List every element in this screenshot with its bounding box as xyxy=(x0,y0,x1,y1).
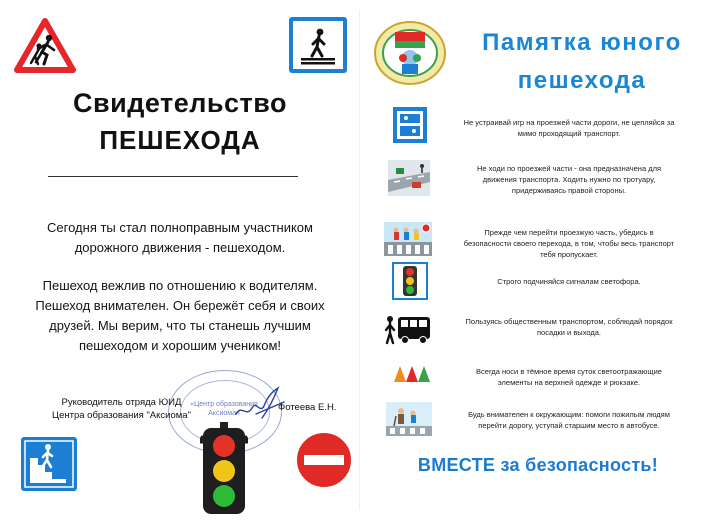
memo-item-4 xyxy=(434,276,704,287)
text-line: перейти дорогу, уступай старшим место в автобусе. xyxy=(478,421,660,430)
certificate-paragraph-1 xyxy=(0,218,360,258)
text-line: Строго подчиняйся сигналам светофора. xyxy=(497,277,641,286)
sidewalk-icon xyxy=(388,160,430,196)
memo-item-3 xyxy=(434,227,704,260)
text-line: дорожного движения - пешеходом. xyxy=(74,240,286,255)
text-line: элементы на верхней одежде и рюкзаке. xyxy=(497,378,641,387)
text-line: тебя пропускает. xyxy=(540,250,598,259)
memo-item-6 xyxy=(434,366,704,388)
bus-icon xyxy=(384,311,432,345)
text-line: друзей. Мы верим, что ты станешь лучшим xyxy=(49,318,311,333)
text-line: пешеходом и хорошим учеником! xyxy=(78,338,282,353)
memo-item-2 xyxy=(434,163,704,196)
reflector-icon xyxy=(392,362,432,384)
underground-crossing-sign-icon xyxy=(20,436,78,492)
children-warning-sign-icon xyxy=(14,18,76,74)
traffic-light-icon xyxy=(200,420,248,518)
helping-elderly-icon xyxy=(386,402,432,436)
certificate-paragraph-2 xyxy=(0,276,360,356)
text-line: движения транспорта. Ходить нужно по тротуару, xyxy=(482,175,656,184)
certificate-subtitle: ПЕШЕХОДА xyxy=(99,125,261,155)
road-sign-icon xyxy=(392,106,428,144)
pedestrian-crossing-sign-icon xyxy=(288,16,348,74)
memo-item-5 xyxy=(434,316,704,338)
text-line: посадки и выхода. xyxy=(536,328,602,337)
text-line: Пользуясь общественным транспортом, соблюдай порядок xyxy=(465,317,673,326)
text-line: Всегда носи в тёмное время суток светоотражающие xyxy=(476,367,662,376)
signatory-name: Фотеева Е.Н. xyxy=(278,402,337,413)
traffic-light-small-icon xyxy=(392,262,428,300)
text-line: Пешеход вежлив по отношению к водителям. xyxy=(42,278,318,293)
no-entry-sign-icon xyxy=(294,430,354,490)
text-line: Памятка юного xyxy=(482,29,682,56)
memo-footer: ВМЕСТЕ за безопасность! xyxy=(417,455,659,475)
text-line: Прежде чем перейти проезжую часть, убедись в xyxy=(484,228,654,237)
text-line: безопасности своего перехода, в том, чтобы весь транспорт xyxy=(463,239,675,248)
text-line: Не ходи по проезжей части - она предназначена для xyxy=(476,164,662,173)
memo-item-1 xyxy=(434,117,704,139)
yid-emblem-icon xyxy=(373,20,447,86)
text-line: придерживаясь правой стороны. xyxy=(511,186,627,195)
text-line: пешехода xyxy=(517,67,647,94)
memo-title xyxy=(455,24,709,100)
text-line: Будь внимателен к окружающим: помоги пожилым людям xyxy=(468,410,670,419)
text-line: Не устраивай игр на проезжей части дороги, не цепляйся за xyxy=(463,118,675,127)
text-line: Пешеход внимателен. Он бережёт себя и своих xyxy=(35,298,325,313)
memo-item-7 xyxy=(434,409,704,431)
text-line: мимо проходящий транспорт. xyxy=(517,129,621,138)
text-line: Сегодня ты стал полноправным участником xyxy=(47,220,313,235)
signatory-title xyxy=(34,396,209,422)
text-line: Центра образования "Аксиома" xyxy=(52,410,191,421)
name-underline xyxy=(48,176,298,177)
crosswalk-icon xyxy=(384,222,432,256)
stamp-text: «Центр образования Аксиома» xyxy=(190,401,258,417)
certificate-title: Свидетельство xyxy=(73,88,287,118)
text-line: Руководитель отряда ЮИД xyxy=(61,397,182,408)
